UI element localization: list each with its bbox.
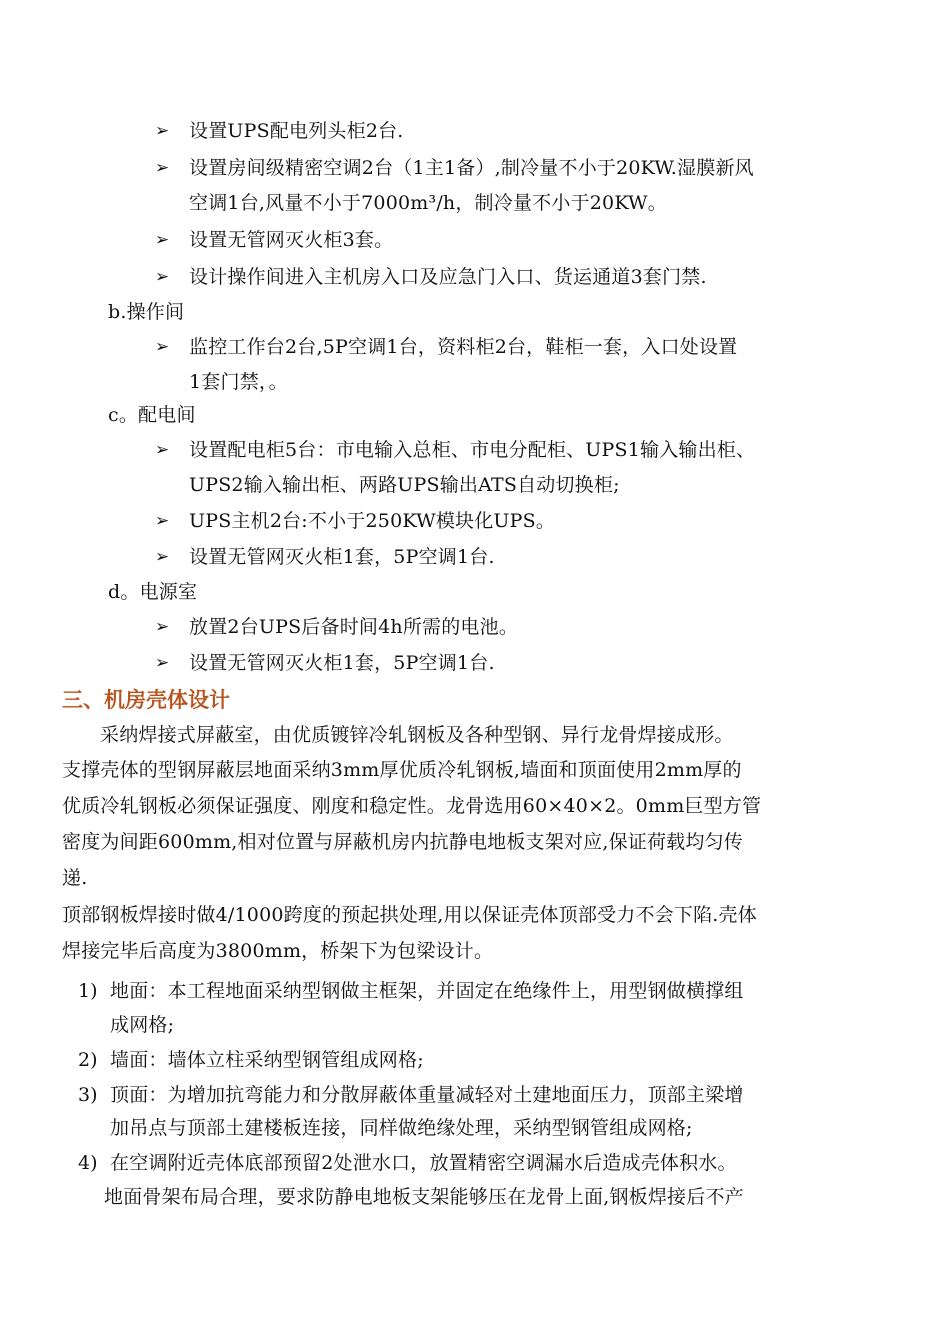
list-item: 设计操作间进入主机房入口及应急门入口、货运通道3套门禁.	[189, 266, 707, 288]
list-item-continuation: 空调1台,风量不小于7000m³/h，制冷量不小于20KW。	[189, 192, 667, 214]
paragraph-line: 密度为间距600mm,相对位置与屏蔽机房内抗静电地板支架对应,保证荷载均匀传	[62, 831, 743, 853]
bullet-icon: ➢	[155, 547, 170, 567]
paragraph-line: 焊接完毕后高度为3800mm，桥架下为包梁设计。	[62, 940, 494, 962]
list-item: 设置无管网灭火柜1套，5P空调1台.	[189, 652, 495, 674]
list-item-continuation: 1套门禁，。	[189, 371, 288, 393]
paragraph-line: 顶部钢板焊接时做4/1000跨度的预起拱处理,用以保证壳体顶部受力不会下陷.壳体	[62, 904, 757, 926]
bullet-icon: ➢	[155, 337, 170, 357]
bullet-icon: ➢	[155, 617, 170, 637]
paragraph-line: 递.	[62, 867, 88, 889]
list-number: 1)	[78, 980, 98, 1002]
bullet-icon: ➢	[155, 511, 170, 531]
list-item: 设置房间级精密空调2台（1主1备）,制冷量不小于20KW.湿膜新风	[189, 157, 754, 179]
list-number: 2)	[78, 1049, 98, 1071]
paragraph-line: 采纳焊接式屏蔽室，由优质镀锌冷轧钢板及各种型钢、异行龙骨焊接成形。	[100, 724, 734, 746]
list-item: 设置UPS配电列头柜2台.	[189, 120, 404, 142]
paragraph-line: 优质冷轧钢板必须保证强度、刚度和稳定性。龙骨选用60×40×2。0mm巨型方管	[62, 795, 762, 817]
numbered-item: 地面：本工程地面采纳型钢做主框架，并固定在绝缘件上，用型钢做横撑组	[110, 980, 744, 1002]
subsection-title: d。电源室	[108, 581, 198, 603]
bullet-icon: ➢	[155, 267, 170, 287]
paragraph-line: 地面骨架布局合理，要求防静电地板支架能够压在龙骨上面,钢板焊接后不产	[104, 1186, 744, 1208]
list-item-continuation: UPS2输入输出柜、两路UPS输出ATS自动切换柜;	[189, 474, 620, 496]
bullet-icon: ➢	[155, 121, 170, 141]
bullet-icon: ➢	[155, 440, 170, 460]
paragraph-line: 支撑壳体的型钢屏蔽层地面采纳3mm厚优质冷轧钢板,墙面和顶面使用2mm厚的	[62, 759, 742, 781]
numbered-item: 墙面：墙体立柱采纳型钢管组成网格;	[110, 1049, 424, 1071]
list-item: 设置无管网灭火柜3套。	[189, 229, 394, 251]
subsection-title: b.操作间	[108, 301, 185, 323]
list-item: 设置配电柜5台：市电输入总柜、市电分配柜、UPS1输入输出柜、	[189, 439, 756, 461]
list-item: 监控工作台2台,5P空调1台，资料柜2台，鞋柜一套，入口处设置	[189, 336, 738, 358]
list-number: 3)	[78, 1084, 98, 1106]
bullet-icon: ➢	[155, 158, 170, 178]
list-item: 设置无管网灭火柜1套，5P空调1台.	[189, 546, 495, 568]
bullet-icon: ➢	[155, 230, 170, 250]
list-number: 4)	[78, 1152, 98, 1174]
numbered-item-continuation: 成网格;	[110, 1014, 175, 1036]
numbered-item-continuation: 加吊点与顶部土建楼板连接，同样做绝缘处理，采纳型钢管组成网格;	[110, 1117, 693, 1139]
bullet-icon: ➢	[155, 653, 170, 673]
numbered-item: 顶面：为增加抗弯能力和分散屏蔽体重量减轻对土建地面压力，顶部主梁增	[110, 1084, 744, 1106]
subsection-title: c。配电间	[108, 404, 196, 426]
list-item: UPS主机2台:不小于250KW模块化UPS。	[189, 510, 556, 532]
list-item: 放置2台UPS后备时间4h所需的电池。	[189, 616, 519, 638]
section-heading: 三、机房壳体设计	[62, 688, 230, 712]
numbered-item: 在空调附近壳体底部预留2处泄水口，放置精密空调漏水后造成壳体积水。	[110, 1152, 737, 1174]
